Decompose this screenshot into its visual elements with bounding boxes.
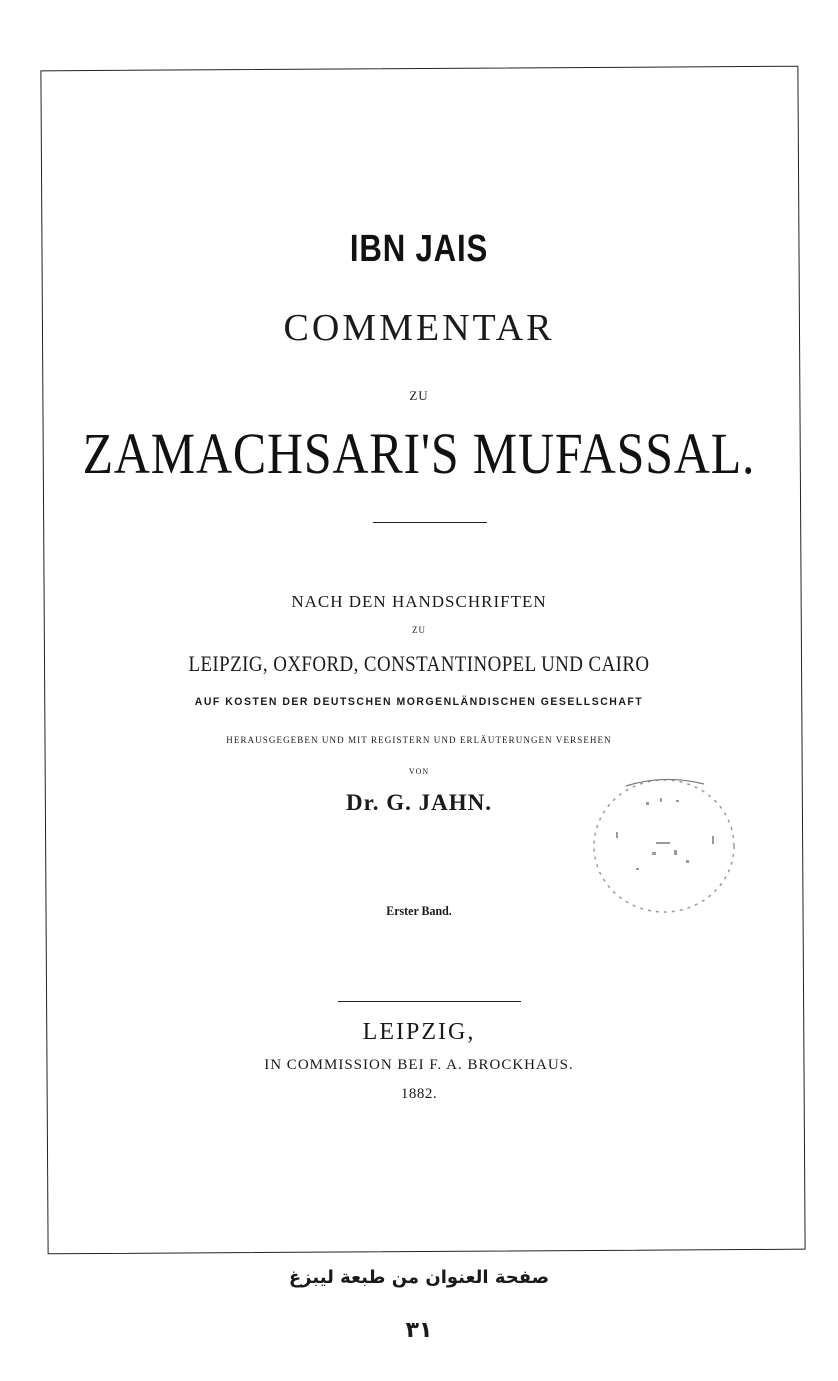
von-label: VON xyxy=(408,767,430,776)
publisher-line: IN COMMISSION BEI F. A. BROCKHAUS. xyxy=(264,1057,574,1073)
manuscript-cities: LEIPZIG, OXFORD, CONSTANTINOPEL UND CAIRO xyxy=(188,651,650,676)
arabic-caption: صفحة العنوان من طبعة ليبزغ xyxy=(288,1267,550,1288)
divider-bottom xyxy=(338,1001,521,1002)
publication-year: 1882. xyxy=(400,1086,438,1102)
preposition-zu-small: ZU xyxy=(412,625,426,635)
main-title: ZAMACHSARI'S MUFASSAL. xyxy=(82,421,756,486)
preposition-zu: ZU xyxy=(409,388,429,403)
sponsor-line: AUF KOSTEN DER DEUTSCHEN MORGENLÄNDISCHEN GESELLSCHAFT xyxy=(194,696,644,708)
library-stamp-icon xyxy=(586,772,740,922)
page-number: ٣١ xyxy=(405,1318,433,1343)
work-type: COMMENTAR xyxy=(283,307,555,349)
author-name: IBN JAIS xyxy=(349,228,489,270)
editor-name: Dr. G. JAHN. xyxy=(346,790,492,815)
edition-note: HERAUSGEGEBEN UND MIT REGISTERN UND ERLÄUTERUNGEN VERSEHEN xyxy=(226,735,612,745)
manuscripts-line: NACH DEN HANDSCHRIFTEN xyxy=(291,592,547,611)
publication-place: LEIPZIG, xyxy=(362,1019,476,1045)
volume-label: Erster Band. xyxy=(386,903,452,918)
divider-top xyxy=(373,522,487,523)
